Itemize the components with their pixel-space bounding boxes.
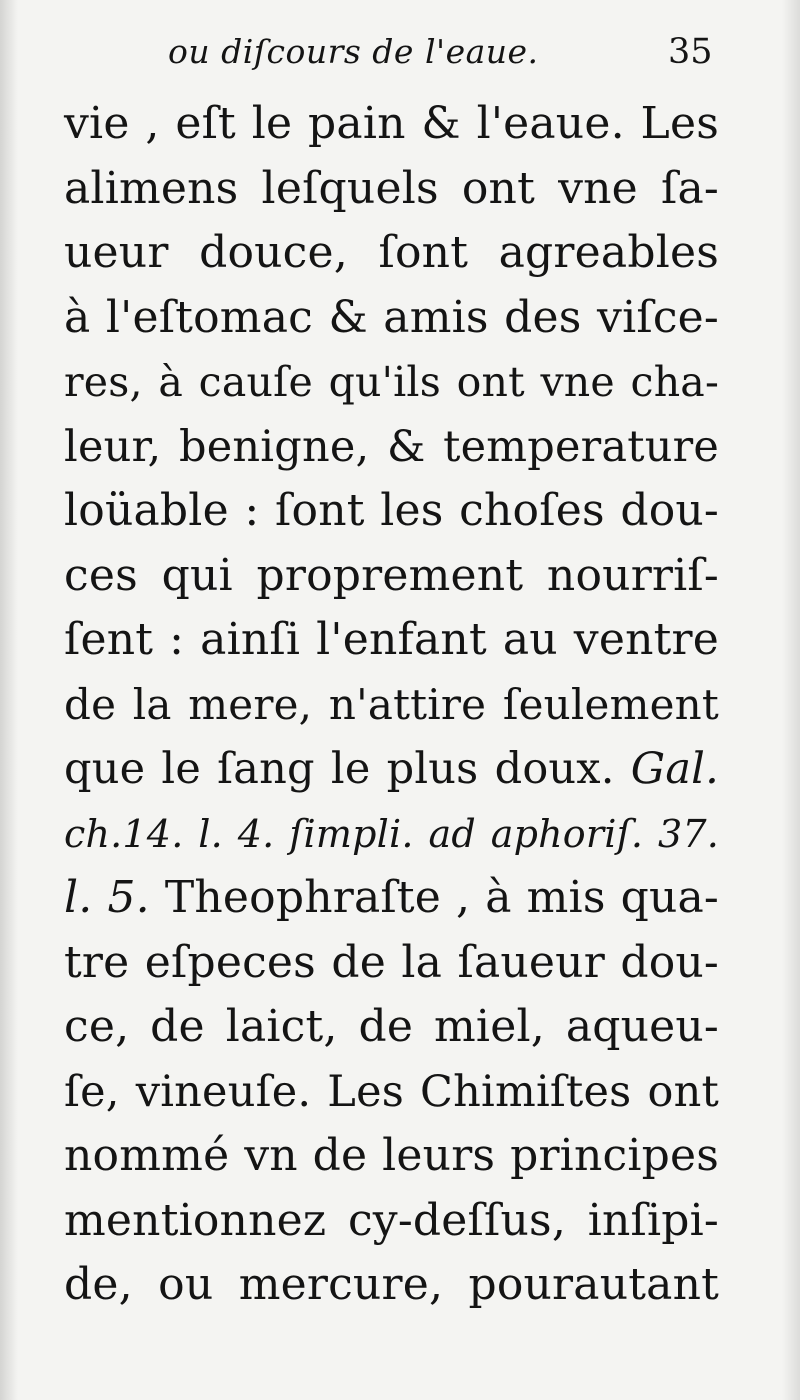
line-text: loüable : ſont les choſes dou- xyxy=(64,485,719,536)
text-line xyxy=(64,350,719,415)
text-line xyxy=(64,737,719,802)
line-text: tre eſpeces de la ſaueur dou- xyxy=(64,936,719,988)
text-line xyxy=(64,544,719,609)
citation-text: l. 5. xyxy=(64,872,150,923)
text-line xyxy=(64,1253,719,1318)
citation-text: Gal. xyxy=(630,744,719,794)
page-edge-shadow xyxy=(782,0,800,1400)
text-line xyxy=(64,866,719,931)
running-head-title: ou diſcours de l'eaue. xyxy=(168,32,539,71)
text-line xyxy=(64,479,719,544)
text-line xyxy=(64,931,719,996)
line-text: leur, benigne, & temperature xyxy=(64,421,719,472)
line-text: ces qui proprement nourriſ- xyxy=(64,549,719,601)
line-text: que le ſang le plus doux. xyxy=(64,744,631,794)
page-edge-shadow xyxy=(0,0,18,1400)
line-text: vie , eſt le pain & l'eaue. Les xyxy=(64,98,719,149)
page-number: 35 xyxy=(668,32,713,72)
text-line xyxy=(64,1060,719,1125)
text-line xyxy=(64,415,719,480)
text-line xyxy=(64,221,719,286)
line-text: ueur douce, ſont agreables xyxy=(64,227,719,278)
line-text: res, à cauſe qu'ils ont vne cha- xyxy=(64,358,719,406)
line-text: de la mere, n'attire ſeulement xyxy=(64,679,719,729)
line-text: à l'eſtomac & amis des viſce- xyxy=(64,291,719,343)
line-text: alimens leſquels ont vne ſa- xyxy=(64,162,719,214)
text-line xyxy=(64,286,719,351)
text-line xyxy=(64,673,719,738)
text-line xyxy=(64,608,719,673)
line-text: de, ou mercure, pourautant xyxy=(64,1259,719,1310)
line-text: Theophraſte , à mis qua- xyxy=(149,872,719,923)
line-text: mentionnez cy-deſſus, inſipi- xyxy=(64,1194,719,1246)
line-text: nommé vn de leurs principes xyxy=(64,1130,719,1181)
body-text xyxy=(64,92,719,1318)
citation-text: ch.14. l. 4. ſimpli. ad aphoriſ. 37. xyxy=(64,811,719,856)
line-text: ce, de laict, de miel, aqueu- xyxy=(64,1001,719,1052)
text-line xyxy=(64,1124,719,1189)
line-text: ſent : ainſi l'enfant au ventre xyxy=(64,614,719,665)
text-line xyxy=(64,92,719,157)
text-line xyxy=(64,802,719,867)
text-line xyxy=(64,157,719,222)
line-text: ſe, vineuſe. Les Chimiſtes ont xyxy=(64,1066,719,1117)
text-line xyxy=(64,1189,719,1254)
text-line xyxy=(64,995,719,1060)
